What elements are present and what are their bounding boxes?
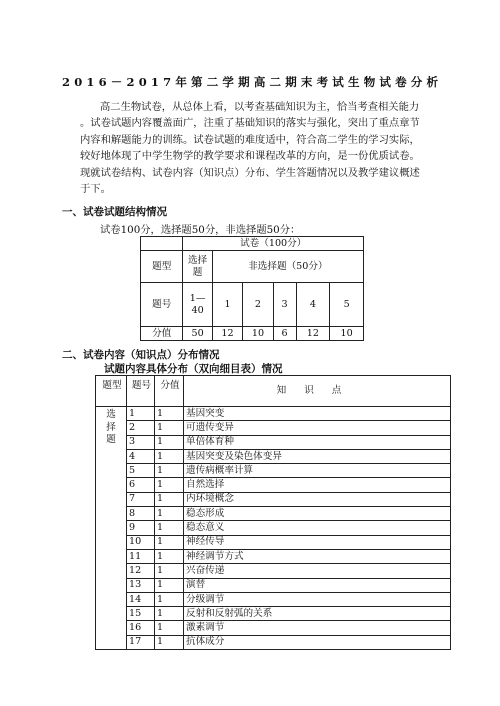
question-number-cell: 6 (127, 478, 155, 492)
knowledge-point-cell: 稳态形成 (184, 507, 451, 521)
knowledge-row (96, 535, 451, 549)
question-number-cell: 15 (127, 607, 155, 621)
nonchoice-label-cell: 非选择题（50分） (212, 251, 363, 283)
knowledge-point-cell: 自然选择 (184, 478, 451, 492)
knowledge-row (96, 407, 451, 421)
section2-subheading: 试题内容具体分布（双向细目表）情况 (104, 363, 283, 375)
question-number-cell: 4 (127, 449, 155, 463)
intro-paragraph (80, 99, 420, 197)
knowledge-row (96, 592, 451, 606)
knowledge-rows (96, 407, 451, 650)
category-cell: 选择题 (96, 407, 127, 650)
knowledge-point-cell: 分级调节 (184, 592, 451, 606)
section1-heading: 一、试卷试题结构情况 (62, 206, 167, 218)
question-score-cell: 1 (155, 607, 184, 621)
knowledge-point-cell: 内环境概念 (184, 492, 451, 506)
knowledge-row (96, 635, 451, 649)
knowledge-row (96, 564, 451, 578)
knowledge-point-cell: 遗传病概率计算 (184, 464, 451, 478)
question-number-cell: 1 (127, 407, 155, 421)
question-number-cell: 3 (127, 435, 155, 449)
knowledge-point-cell: 反射和反射弧的关系 (184, 607, 451, 621)
document-title: 2016－2017年第二学期高二期末考试生物试卷分析 (62, 75, 443, 89)
question-number-cell: 9 (127, 521, 155, 535)
nonchoice-number-cell: 3 (273, 283, 296, 327)
structure-corner-cell (141, 237, 183, 251)
question-number-cell: 5 (127, 464, 155, 478)
intro-line: 。试卷试题内容覆盖面广，注重了基础知识的落实与强化，突出了重点章节 (80, 117, 420, 130)
knowledge-row (96, 607, 451, 621)
knowledge-row (96, 578, 451, 592)
question-number-cell: 11 (127, 549, 155, 563)
question-score-cell: 1 (155, 449, 184, 463)
knowledge-point-cell: 基因突变 (184, 407, 451, 421)
score-label-cell: 分值 (141, 327, 183, 341)
question-score-cell: 1 (155, 592, 184, 606)
question-score-cell: 1 (155, 621, 184, 635)
question-number-cell: 8 (127, 507, 155, 521)
nonchoice-score-cell: 12 (296, 327, 330, 341)
question-number-cell: 10 (127, 535, 155, 549)
knowledge-row (96, 621, 451, 635)
intro-line: 内容和解题能力的训练。试卷试题的难度适中，符合高二学生的学习实际， (80, 133, 420, 146)
nonchoice-number-cell: 5 (330, 283, 364, 327)
question-score-cell: 1 (155, 421, 184, 435)
question-score-cell: 1 (155, 407, 184, 421)
intro-line: 较好地体现了中学生物学的教学要求和课程改革的方向，是一份优质试卷。 (80, 150, 420, 163)
paper-header-cell: 试卷（100分） (183, 237, 364, 251)
question-number-cell: 16 (127, 621, 155, 635)
intro-line: 于下。 (80, 183, 111, 196)
knowledge-row (96, 435, 451, 449)
knowledge-point-cell: 兴奋传递 (184, 564, 451, 578)
question-number-cell: 7 (127, 492, 155, 506)
knowledge-point-cell: 激素调节 (184, 621, 451, 635)
question-score-cell: 1 (155, 549, 184, 563)
knowledge-point-cell: 基因突变及染色体变异 (184, 449, 451, 463)
knowledge-point-cell: 可遗传变异 (184, 421, 451, 435)
knowledge-row (96, 549, 451, 563)
knowledge-point-cell: 抗体成分 (184, 635, 451, 649)
knowledge-row (96, 449, 451, 463)
header-number-cell: 题号 (127, 376, 155, 407)
knowledge-point-cell: 神经传导 (184, 535, 451, 549)
knowledge-table (95, 375, 451, 650)
intro-line: 现就试卷结构、试卷内容（知识点）分布、学生答题情况以及教学建议概述 (80, 166, 420, 179)
question-score-cell: 1 (155, 507, 184, 521)
knowledge-point-cell: 演替 (184, 578, 451, 592)
question-score-cell: 1 (155, 478, 184, 492)
nonchoice-number-cell: 1 (212, 283, 242, 327)
knowledge-row (96, 492, 451, 506)
structure-table (140, 236, 364, 341)
type-label-cell: 题型 (141, 251, 183, 283)
intro-line: 高二生物试卷，从总体上看，以考查基础知识为主，恰当考查相关能力 (100, 101, 420, 113)
question-number-cell: 2 (127, 421, 155, 435)
question-score-cell: 1 (155, 535, 184, 549)
question-score-cell: 1 (155, 521, 184, 535)
question-score-cell: 1 (155, 464, 184, 478)
choice-label-cell: 选择题 (183, 251, 212, 283)
nonchoice-score-cell: 10 (330, 327, 364, 341)
choice-score-cell: 50 (183, 327, 212, 341)
knowledge-point-cell: 稳态意义 (184, 521, 451, 535)
question-number-cell: 12 (127, 564, 155, 578)
knowledge-row (96, 521, 451, 535)
section2-heading: 二、试卷内容（知识点）分布情况 (62, 349, 220, 361)
question-score-cell: 1 (155, 564, 184, 578)
nonchoice-number-cell: 4 (296, 283, 330, 327)
header-knowledge-cell: 知识点 (184, 376, 451, 407)
nonchoice-score-cell: 6 (273, 327, 296, 341)
knowledge-row (96, 478, 451, 492)
header-type-cell: 题型 (96, 376, 127, 407)
choice-numbers-cell: 1—40 (183, 283, 212, 327)
question-number-cell: 17 (127, 635, 155, 649)
knowledge-row (96, 421, 451, 435)
nonchoice-score-cell: 12 (212, 327, 242, 341)
knowledge-row (96, 464, 451, 478)
nonchoice-number-cell: 2 (243, 283, 273, 327)
question-score-cell: 1 (155, 435, 184, 449)
header-score-cell: 分值 (155, 376, 184, 407)
nonchoice-score-cell: 10 (243, 327, 273, 341)
section1-note: 试卷100分，选择题50分，非选择题50分： (100, 224, 301, 236)
knowledge-point-cell: 单倍体育种 (184, 435, 451, 449)
question-number-cell: 13 (127, 578, 155, 592)
knowledge-row (96, 507, 451, 521)
knowledge-point-cell: 神经调节方式 (184, 549, 451, 563)
question-number-cell: 14 (127, 592, 155, 606)
number-label-cell: 题号 (141, 283, 183, 327)
question-score-cell: 1 (155, 492, 184, 506)
question-score-cell: 1 (155, 635, 184, 649)
question-score-cell: 1 (155, 578, 184, 592)
